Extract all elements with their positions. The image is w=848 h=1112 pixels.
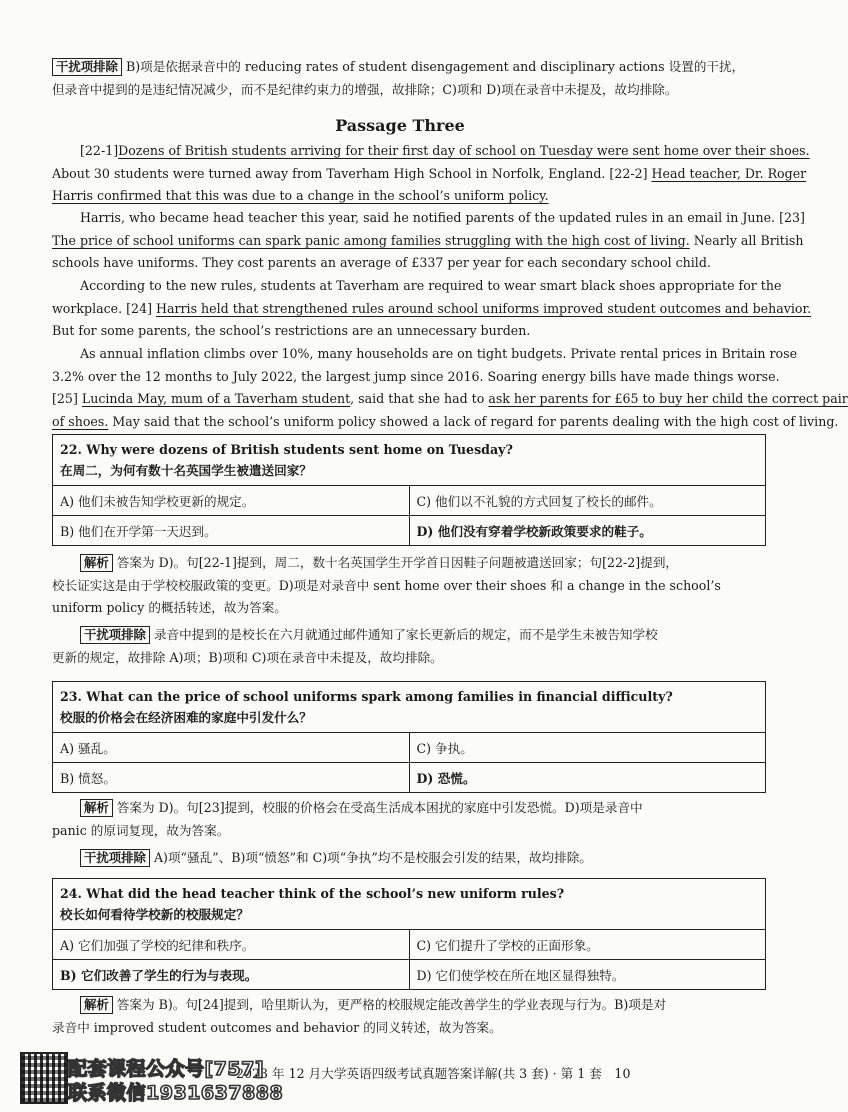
option-a: A) 它们加强了学校的纪律和秩序。 [53,930,410,960]
page-footer: 2023 年 12 月大学英语四级考试真题答案详解(共 3 套) · 第 1 套 10 [236,1066,631,1081]
analysis-tag: 解析 [80,554,113,572]
analysis-tag: 解析 [80,799,113,817]
sentence-marker: [22-1] [80,143,119,158]
underlined-sentence: The price of school uniforms can spark panic among families struggling with the high cost of living. [52,232,690,248]
analysis-text: 校长证实这是由于学校校服政策的变更。D)项是对录音中 sent home over their shoes 和 a change in the school’s [52,577,721,593]
analysis-text: uniform policy 的概括转述，故为答案。 [52,600,287,615]
analysis-text: 答案为 D)。句[22-1]提到，周二，数十名英国学生开学首日因鞋子问题被遣送回家；句[22-2]提到， [116,555,679,570]
option-a: A) 骚乱。 [53,733,410,763]
question-24-table [52,878,766,990]
analysis-text: 答案为 D)。句[23]提到，校服的价格会在受高生活成本困扰的家庭中引发恐慌。D)项是录音中 [116,800,643,815]
distractor-text: 录音中提到的是校长在六月就通过邮件通知了家长更新后的规定，而不是学生未被告知学校 [153,627,658,642]
passage-paragraph-2 [52,207,805,275]
passage-paragraph-4 [52,343,848,433]
analysis-23 [52,797,766,842]
underlined-sentence: Lucinda May, mum of a Taverham student [81,391,351,406]
distractor-tag: 干扰项排除 [80,849,150,867]
watermark-line-2: 联系微信1931637888 [68,1082,284,1104]
sentence-marker: [24] [126,300,152,316]
analysis-24 [52,994,766,1039]
analysis-text: 答案为 B)。句[24]提到，哈里斯认为，更严格的校服规定能改善学生的学业表现与行为。B)项是对 [116,997,667,1012]
sentence-marker: [22-2] [609,165,648,181]
question-chinese: 在周二，为何有数十名英国学生被遣送回家？ [60,463,312,478]
passage-title: Passage Three [335,116,465,135]
passage-paragraph-3 [52,275,812,343]
passage-text: According to the new rules, students at Taverham are required to wear smart black shoes appropriate for the [80,278,782,293]
passage-paragraph-1 [52,140,810,208]
analysis-22 [52,552,766,620]
sentence-marker: [25] [52,391,78,406]
sentence-marker: [23] [779,210,805,225]
underlined-sentence: Dozens of British students arriving for their first day of school on Tuesday were sent home over their shoes. [118,143,810,158]
question-23-table [52,681,766,793]
passage-text: 3.2% over the 12 months to July 2022, the largest jump since 2016. Soaring energy bills have made things worse. [52,368,780,384]
top-distractor-line-2: 但录音中提到的是违纪情况减少，而不是纪律约束力的增强，故排除；C)项和 D)项在录音中未提及，故均排除。 [52,81,678,97]
distractor-22 [52,624,766,669]
distractor-23 [52,847,766,870]
question-english: 23. What can the price of school uniforms spark among families in financial difficulty? [60,689,673,704]
option-c: C) 争执。 [409,733,766,763]
top-distractor-block [52,56,766,101]
passage-text: , said that she had to [350,391,489,406]
passage-text: workplace. [52,300,123,316]
distractor-text: 更新的规定，故排除 A)项；B)项和 C)项在录音中未提及，故均排除。 [52,649,443,665]
option-d: D) 它们使学校在所在地区显得独特。 [409,960,766,990]
question-22-stem [53,435,766,486]
question-22-table [52,434,766,546]
analysis-tag: 解析 [80,996,113,1014]
option-d-correct: D) 恐慌。 [409,763,766,793]
option-d-correct: D) 他们没有穿着学校新政策要求的鞋子。 [409,516,766,546]
question-24-stem [53,879,766,930]
underlined-sentence: Harris held that strengthened rules around school uniforms improved student outcomes and behavior. [156,300,812,316]
analysis-text: panic 的原词复现，故为答案。 [52,822,230,838]
underlined-sentence: Head teacher, Dr. Roger [651,165,807,181]
qr-code-image [20,1052,68,1104]
distractor-text: A)项“骚乱”、B)项“愤怒”和 C)项“争执”均不是校服会引发的结果，故均排除。 [153,850,592,865]
passage-text: Nearly all British [689,232,804,248]
passage-text: May said that the school’s uniform policy showed a lack of regard for parents dealing with the high cost of living. [108,413,839,429]
analysis-text: 录音中 improved student outcomes and behavior 的同义转述，故为答案。 [52,1019,502,1035]
question-chinese: 校长如何看待学校新的校服规定？ [60,907,249,922]
distractor-tag: 干扰项排除 [52,58,122,76]
passage-text: About 30 students were turned away from Taverham High School in Norfolk, England. [52,165,606,181]
option-a: A) 他们未被告知学校更新的规定。 [53,486,410,516]
option-b-correct: B) 它们改善了学生的行为与表现。 [53,960,410,990]
underlined-sentence: of shoes. [52,413,109,429]
option-c: C) 它们提升了学校的正面形象。 [409,930,766,960]
watermark-line-1: 配套课程公众号[757] [68,1058,265,1080]
question-chinese: 校服的价格会在经济困难的家庭中引发什么？ [60,710,312,725]
distractor-tag: 干扰项排除 [80,626,150,644]
top-distractor-line-1: B)项是依据录音中的 reducing rates of student disengagement and disciplinary actions 设置的干扰， [125,59,745,74]
passage-text: As annual inflation climbs over 10%, many households are on tight budgets. Private rental prices in Britain rose [80,346,798,361]
passage-text: But for some parents, the school’s restrictions are an unnecessary burden. [52,323,531,338]
option-b: B) 愤怒。 [53,763,410,793]
option-c: C) 他们以不礼貌的方式回复了校长的邮件。 [409,486,766,516]
question-english: 22. Why were dozens of British students sent home on Tuesday? [60,442,513,457]
option-b: B) 他们在开学第一天迟到。 [53,516,410,546]
passage-text: schools have uniforms. They cost parents an average of £337 per year for each secondary school child. [52,255,711,270]
question-23-stem [53,682,766,733]
underlined-sentence: Harris confirmed that this was due to a change in the school’s uniform policy. [52,188,549,203]
question-english: 24. What did the head teacher think of the school’s new uniform rules? [60,886,565,901]
passage-text: Harris, who became head teacher this year, said he notified parents of the updated rules in an email in June. [80,210,776,225]
underlined-sentence: ask her parents for £65 to buy her child the correct pair [488,391,848,406]
